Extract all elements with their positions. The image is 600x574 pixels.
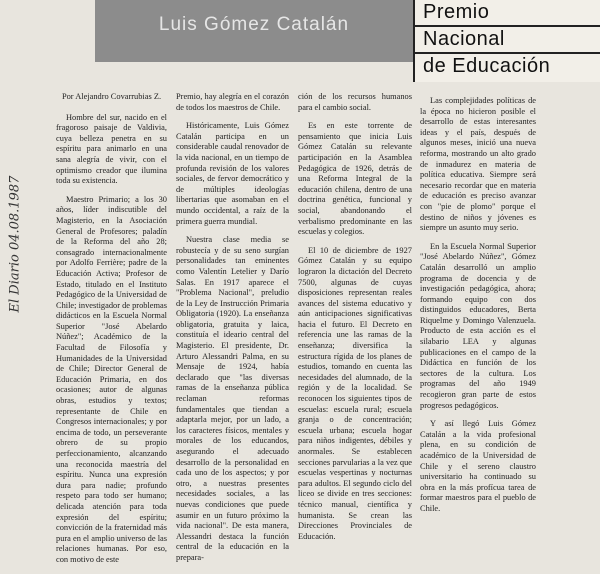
paragraph: El 10 de diciembre de 1927 Gómez Catalán y su equipo lograron la dictación del Decreto 7500, algunas de cuyas disposiciones representan reales avances del sistema educativo y aún anticipaciones significativas hacia el futuro. El Decreto en referencia une las ramas de la enseñanza; diversifica la estructura rígida de los planes de estudios, tomando en cuenta las necesidades del alumnado, de la región y de la localidad. Se reconocen los siguientes tipos de escuelas: escuela rural; escuela granja o de concentración; escuela urbana; escuela hogar para niños indigentes, débiles y anormales. Se establecen secciones parvularias a la vez que escuelas vespertinas y nocturnas para adultos. El segundo ciclo del liceo se divide en tres secciones: técnico manual, científica y humanista. Se crean las Direcciones Provinciales de Educación. [298, 245, 412, 541]
paragraph: Hombre del sur, nacido en el fragoroso paisaje de Valdivia, cuya belleza penetra en su espíritu para animarlo en una sana alegría de vivir, con el optimismo creador que ilumina toda su existencia. [56, 112, 167, 186]
paragraph: Maestro Primario; a los 30 años, líder indiscutible del Magisterio, en la Asociación General de Profesores; paladín de la Reforma del año 28; consagrado internacionalmente por Adolfo Ferrière; padre de la Educación Activa; Profesor de Estado, titulado en el Instituto Pedagógico de la Universidad de Chile; investigador de problemas didácticos en la Escuela Normal Superior "José Abelardo Núñez"; Académico de la Facultad de Filosofía y Humanidades de la Universidad de Chile; Director General de Educación Primaria, en dos ocasiones; autor de algunas obras, estudios y textos; representante de Chile en Congresos internacionales; y por encima de todo, un perseverante obrero de su propio perfeccionamiento, alcanzando una reconocida maestría del espíritu. Nunca una expresión dura para nadie; profundo respeto para todo ser humano; delicada atención para toda expresión del espíritu; convicción de la fraternidad más pura en el amplio universo de las relaciones humanas. Por eso, con motivo de este [56, 194, 167, 564]
article-headline: Luis Gómez Catalán [158, 14, 350, 35]
handwritten-source-note: El Diario 04.08.1987 [7, 175, 23, 313]
paragraph: ción de los recursos humanos para el cambio social. [298, 92, 412, 112]
section-title-line-2: Nacional [415, 27, 600, 54]
section-title-line-1: Premio [415, 0, 600, 27]
article-column-1 [56, 92, 167, 574]
article-column-4 [420, 96, 536, 523]
section-title-box [413, 0, 600, 82]
paragraph: Históricamente, Luis Gómez Catalán participa en un considerable caudal renovador de la vida nacional, en un tiempo de profunda revisión de los valores sociales, de fervor democrático y de múltiples ideologías libertarias que asomaban en el mundo occidental, a raíz de la primera guerra mundial. [176, 121, 289, 226]
article-column-3 [298, 92, 412, 550]
paragraph: Nuestra clase media se robustecía y de su seno surgían personalidades tan eminentes como Valentín Letelier y Darío Salas. En 1917 aparece el "Problema Nacional", preludio de la Ley de Instrucción Primaria Obligatoria (1920). La enseñanza obligatoria, gratuita y laica, constituía el ideario central del Magisterio. El presidente, Dr. Arturo Alessandri Palma, en su Mensaje de 1924, había declarado que "las diversas ramas de la enseñanza pública reclaman reformas fundamentales que tiendan a adaptarla mejor, por un lado, a los caracteres físicos, mentales y morales de los educandos, asegurando el adecuado desarrollo de la personalidad en cada uno de los aspectos; y por otro, a nuestras presentes necesidades sociales, a las nuevas condiciones que puede asumir en un futuro próximo la vida nacional". De esta manera, Alessandri destaca la función central de la educación en la prepara- [176, 235, 289, 562]
paragraph: Premio, hay alegría en el corazón de todos los maestros de Chile. [176, 92, 289, 112]
paragraph: En la Escuela Normal Superior "José Abelardo Núñez", Gómez Catalán desarrolló un amplio programa de docencia y de investigación pedagógica, ahora; formando equipo con dos distinguidos educadores, Berta Riquelme y Domingo Valenzuela. Producto de esta acción es el silabario LEA y algunas publicaciones en el campo de la Didáctica en función de los sectores de la cultura. Los programas del año 1949 recogieron gran parte de estos progresos pedagógicos. [420, 241, 536, 410]
article-column-2 [176, 92, 289, 572]
section-title-line-3: de Educación [423, 55, 551, 77]
headline-band [95, 0, 413, 62]
byline: Por Alejandro Covarrubias Z. [61, 92, 162, 101]
paragraph: Las complejidades políticas de la época no hicieron posible el desarrollo de estas interesantes ideas y el país, después de algunos meses, inició una nueva reforma, mostrando un alto grado de inmadurez en materia de política educativa. Siempre será necesario recordar que en materia de educación es preciso avanzar con "pie de plomo" porque el destino de niños y jóvenes es siempre un asunto muy serio. [420, 96, 536, 233]
paragraph: Es en este torrente de pensamiento que inicia Luis Gómez Catalán su relevante participación en la Asamblea Pedagógica de 1926, detrás de una Reforma Integral de la educación chilena, dentro de una doctrina genética, funcional y social, abandonando el verbalismo predominante en las escuelas y colegios. [298, 121, 412, 237]
paragraph: Y así llegó Luis Gómez Catalán a la vida profesional plena, en su condición de académico de la Universidad de Chile y el sereno claustro universitario ha continuado su obra en la más profícua tarea de formar maestros para el pueblo de Chile. [420, 419, 536, 513]
